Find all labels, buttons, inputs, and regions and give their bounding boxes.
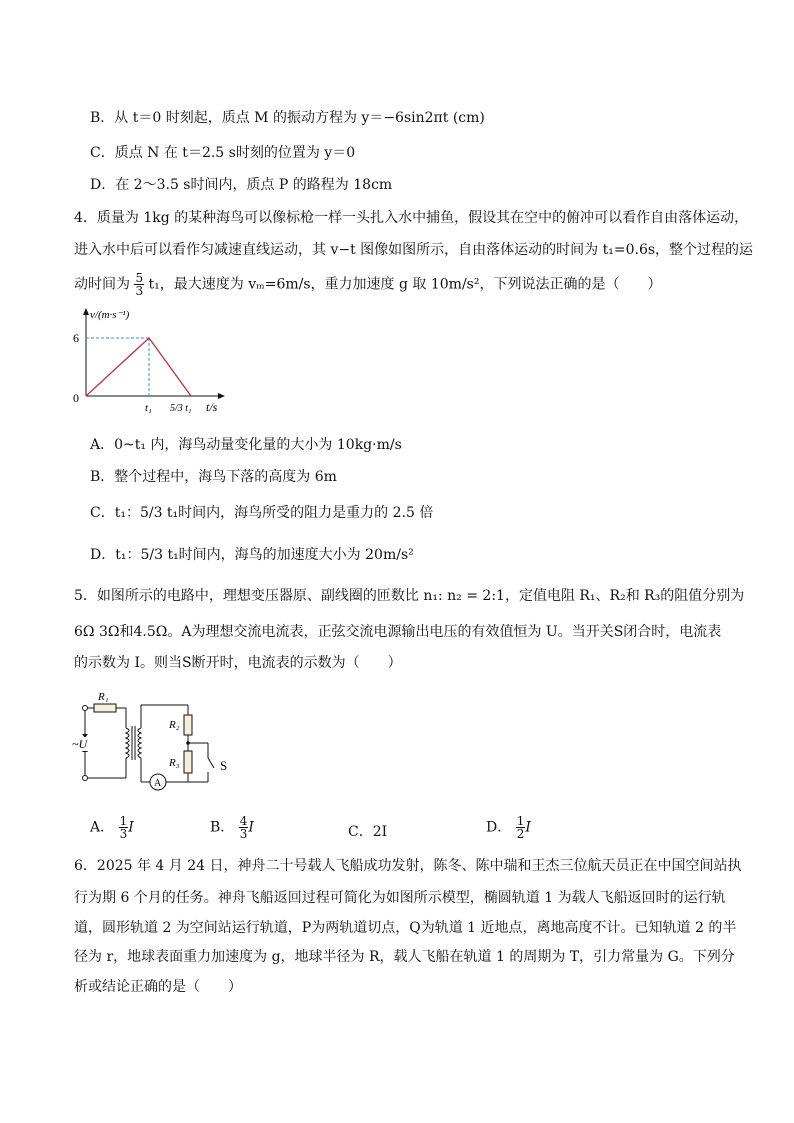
q5-option-c: C．2I xyxy=(348,824,388,840)
q5-line-1: 5．如图所示的电路中，理想变压器原、副线圈的匝数比 n₁: n₂ = 2:1，定值电阻 R₁、R₂和 R₃的阻值分别为 xyxy=(74,588,745,604)
ammeter-label: A xyxy=(154,778,162,789)
terminal-top xyxy=(83,706,88,711)
q5-option-b-frac xyxy=(239,815,249,840)
q5-option-d xyxy=(486,815,531,840)
q5-option-d-den: 2 xyxy=(516,827,525,841)
junction-node xyxy=(186,741,190,745)
q4-option-d: D．t₁：5/3 t₁时间内，海鸟的加速度大小为 20m/s² xyxy=(90,547,414,563)
r2-label: R₂ xyxy=(169,719,180,731)
r3-resistor xyxy=(184,751,192,773)
q6-line-2: 行为期 6 个月的任务。神舟飞船返回过程可简化为如图所示模型，椭圆轨道 1 为载人飞船返回时的运行轨 xyxy=(74,890,726,906)
switch-s xyxy=(208,758,214,768)
q5-option-b-den: 3 xyxy=(239,827,248,841)
vt-x-arrow xyxy=(218,393,225,399)
q5-options xyxy=(90,815,650,845)
vt-t1-label: t₁ xyxy=(145,402,152,414)
circuit-diagram xyxy=(68,688,248,800)
q5-option-a-tail: I xyxy=(128,819,134,836)
q5-line-3: 的示数为 I。则当S断开时，电流表的示数为（ ） xyxy=(74,655,402,671)
q3-option-d: D．在 2～3.5 s时间内，质点 P 的路程为 18cm xyxy=(90,177,393,193)
vt-y-arrow xyxy=(83,308,89,315)
q5-option-b-tail: I xyxy=(248,819,254,836)
q4-option-c: C．t₁：5/3 t₁时间内，海鸟所受的阻力是重力的 2.5 倍 xyxy=(90,505,434,521)
q4-line-3-a: 动时间为 xyxy=(74,276,130,293)
vt-series-line xyxy=(86,338,191,396)
q5-option-b xyxy=(210,815,254,840)
q4-line-3 xyxy=(74,272,661,297)
q4-fraction-num: 5 xyxy=(135,271,144,285)
q5-option-b-num: 4 xyxy=(239,814,248,828)
q5-option-a-num: 1 xyxy=(119,814,128,828)
q3-option-b: B．从 t＝0 时刻起，质点 M 的振动方程为 y＝−6sin2πt (cm) xyxy=(90,110,485,126)
q5-line-2: 6Ω 3Ω和4.5Ω。A为理想交流电流表，正弦交流电源输出电压的有效值恒为 U。当开关S闭合时，电流表 xyxy=(74,624,722,640)
q6-line-1: 6．2025 年 4 月 24 日，神舟二十号载人飞船成功发射，陈冬、陈中瑞和王杰三位航天员正在中国空间站执 xyxy=(74,858,742,874)
r1-resistor xyxy=(94,704,116,712)
q4-line-1: 4．质量为 1kg 的某种海鸟可以像标枪一样一头扎入水中捕鱼，假设其在空中的俯冲可以看作自由落体运动， xyxy=(74,210,749,226)
vt-xlabel: t/s xyxy=(206,400,218,414)
q4-fraction-den: 3 xyxy=(135,284,144,298)
r1-label: R₁ xyxy=(98,691,109,703)
q4-fraction xyxy=(134,272,144,297)
vt-origin-label: 0 xyxy=(73,391,79,405)
q5-option-b-label: B． xyxy=(210,819,235,836)
vt-graph xyxy=(70,305,230,423)
r3-label: R₃ xyxy=(169,757,180,769)
vt-t2-label: 5/3 t₁ xyxy=(170,403,192,414)
vt-y-tick-6: 6 xyxy=(73,331,79,345)
q6-line-5: 析或结论正确的是（ ） xyxy=(74,979,242,995)
q5-option-d-tail: I xyxy=(525,819,531,836)
q5-option-d-frac xyxy=(516,815,526,840)
primary-coil xyxy=(126,728,129,758)
q6-line-4: 径为 r，地球表面重力加速度为 g，地球半径为 R，载人飞船在轨道 1 的周期为 T，引力常量为 G。下列分 xyxy=(74,949,735,965)
q5-option-d-num: 1 xyxy=(516,814,525,828)
q5-option-a xyxy=(90,815,134,840)
q5-option-a-label: A． xyxy=(90,819,115,836)
q5-option-a-frac xyxy=(119,815,129,840)
q3-option-c: C．质点 N 在 t＝2.5 s时刻的位置为 y＝0 xyxy=(90,145,356,161)
q4-line-3-b: t₁，最大速度为 vₘ=6m/s，重力加速度 g 取 10m/s²，下列说法正确的是（ ） xyxy=(148,276,662,293)
terminal-bottom xyxy=(83,776,88,781)
q4-option-b: B．整个过程中，海鸟下落的高度为 6m xyxy=(90,469,337,485)
secondary-coil xyxy=(138,728,141,758)
vt-ylabel: v/(m·s⁻¹) xyxy=(90,309,130,321)
voltage-u-label: ~U xyxy=(72,737,88,751)
r2-resistor xyxy=(184,715,192,735)
q5-option-a-den: 3 xyxy=(119,827,128,841)
q6-line-3: 道，圆形轨道 2 为空间站运行轨道，P为两轨道切点，Q为轨道 1 近地点，离地高度不计。已知轨道 2 的半 xyxy=(74,920,737,936)
q4-line-2: 进入水中后可以看作匀减速直线运动，其 v−t 图像如图所示，自由落体运动的时间为 t₁=0.6s，整个过程的运 xyxy=(74,242,754,258)
q4-option-a: A．0~t₁ 内，海鸟动量变化量的大小为 10kg·m/s xyxy=(90,437,402,453)
switch-label: S xyxy=(220,758,228,773)
q5-option-d-label: D． xyxy=(486,819,512,836)
